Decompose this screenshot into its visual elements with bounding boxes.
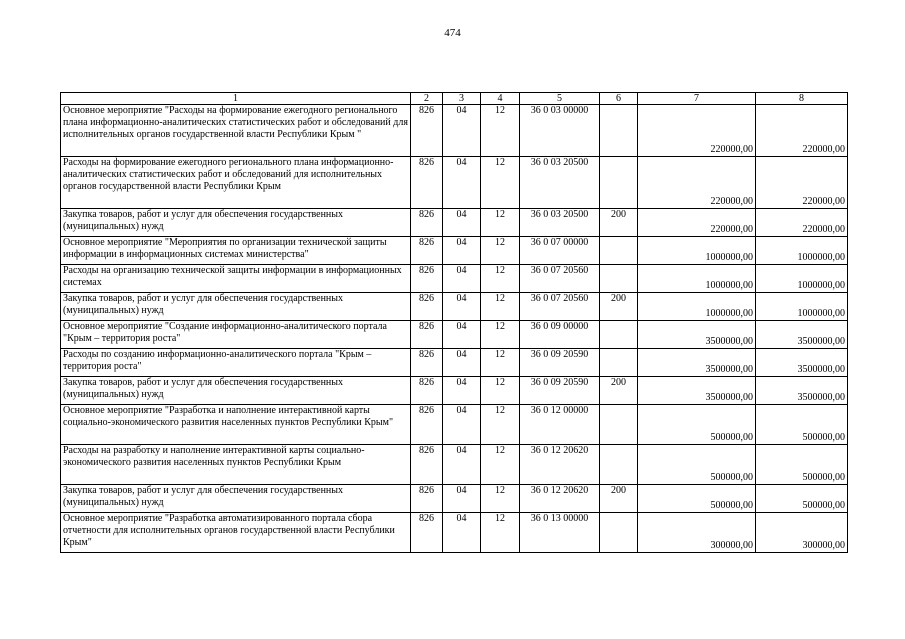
expense-type-cell: 200 — [600, 485, 638, 513]
amount-cell: 500000,00 — [756, 445, 848, 485]
amount-cell: 1000000,00 — [638, 293, 756, 321]
amount-cell: 300000,00 — [756, 513, 848, 553]
table-row — [61, 405, 848, 445]
subsection-code-cell: 12 — [481, 445, 520, 485]
section-code-cell: 04 — [443, 293, 481, 321]
table-row — [61, 321, 848, 349]
row-name-cell: Расходы на организацию технической защиты информации в информационных системах — [61, 265, 411, 293]
header-cell: 3 — [443, 93, 481, 105]
table-row — [61, 265, 848, 293]
amount-cell: 220000,00 — [756, 157, 848, 209]
expense-type-cell: 200 — [600, 209, 638, 237]
amount-cell: 3500000,00 — [756, 349, 848, 377]
section-code-cell: 04 — [443, 405, 481, 445]
amount-cell: 3500000,00 — [638, 349, 756, 377]
budget-table — [60, 92, 848, 553]
section-code-cell: 04 — [443, 209, 481, 237]
amount-cell: 220000,00 — [756, 105, 848, 157]
section-code-cell: 04 — [443, 265, 481, 293]
subsection-code-cell: 12 — [481, 209, 520, 237]
ministry-code-cell: 826 — [411, 321, 443, 349]
expense-type-cell — [600, 237, 638, 265]
table-row — [61, 349, 848, 377]
target-article-cell: 36 0 03 20500 — [520, 209, 600, 237]
subsection-code-cell: 12 — [481, 321, 520, 349]
subsection-code-cell: 12 — [481, 349, 520, 377]
target-article-cell: 36 0 12 00000 — [520, 405, 600, 445]
ministry-code-cell: 826 — [411, 405, 443, 445]
ministry-code-cell: 826 — [411, 445, 443, 485]
row-name-cell: Основное мероприятие "Создание информационно-аналитического портала "Крым – территория роста" — [61, 321, 411, 349]
amount-cell: 220000,00 — [638, 105, 756, 157]
expense-type-cell — [600, 513, 638, 553]
amount-cell: 220000,00 — [638, 209, 756, 237]
header-cell: 7 — [638, 93, 756, 105]
section-code-cell: 04 — [443, 105, 481, 157]
section-code-cell: 04 — [443, 349, 481, 377]
subsection-code-cell: 12 — [481, 293, 520, 321]
ministry-code-cell: 826 — [411, 349, 443, 377]
table-row — [61, 377, 848, 405]
amount-cell: 1000000,00 — [756, 293, 848, 321]
row-name-cell: Закупка товаров, работ и услуг для обеспечения государственных (муниципальных) нужд — [61, 209, 411, 237]
header-cell: 8 — [756, 93, 848, 105]
ministry-code-cell: 826 — [411, 293, 443, 321]
subsection-code-cell: 12 — [481, 405, 520, 445]
expense-type-cell: 200 — [600, 377, 638, 405]
ministry-code-cell: 826 — [411, 157, 443, 209]
row-name-cell: Закупка товаров, работ и услуг для обеспечения государственных (муниципальных) нужд — [61, 485, 411, 513]
table-row — [61, 293, 848, 321]
amount-cell: 1000000,00 — [756, 265, 848, 293]
target-article-cell: 36 0 12 20620 — [520, 445, 600, 485]
amount-cell: 500000,00 — [756, 405, 848, 445]
header-cell: 4 — [481, 93, 520, 105]
row-name-cell: Основное мероприятие "Разработка автоматизированного портала сбора отчетности для исполнительных органов государственной власти Республики Крым" — [61, 513, 411, 553]
target-article-cell: 36 0 03 00000 — [520, 105, 600, 157]
target-article-cell: 36 0 07 20560 — [520, 265, 600, 293]
target-article-cell: 36 0 09 20590 — [520, 349, 600, 377]
subsection-code-cell: 12 — [481, 105, 520, 157]
ministry-code-cell: 826 — [411, 485, 443, 513]
row-name-cell: Расходы по созданию информационно-аналитического портала "Крым – территория роста" — [61, 349, 411, 377]
section-code-cell: 04 — [443, 321, 481, 349]
header-cell: 2 — [411, 93, 443, 105]
expense-type-cell — [600, 265, 638, 293]
expense-type-cell — [600, 157, 638, 209]
amount-cell: 1000000,00 — [638, 265, 756, 293]
target-article-cell: 36 0 03 20500 — [520, 157, 600, 209]
amount-cell: 220000,00 — [756, 209, 848, 237]
amount-cell: 3500000,00 — [756, 377, 848, 405]
amount-cell: 500000,00 — [638, 445, 756, 485]
row-name-cell: Закупка товаров, работ и услуг для обеспечения государственных (муниципальных) нужд — [61, 377, 411, 405]
amount-cell: 500000,00 — [638, 485, 756, 513]
ministry-code-cell: 826 — [411, 209, 443, 237]
subsection-code-cell: 12 — [481, 265, 520, 293]
expense-type-cell — [600, 405, 638, 445]
header-cell: 1 — [61, 93, 411, 105]
row-name-cell: Расходы на разработку и наполнение интерактивной карты социально-экономического развития населенных пунктов Республики Крым — [61, 445, 411, 485]
target-article-cell: 36 0 09 20590 — [520, 377, 600, 405]
table-row — [61, 237, 848, 265]
ministry-code-cell: 826 — [411, 237, 443, 265]
expense-type-cell — [600, 349, 638, 377]
section-code-cell: 04 — [443, 157, 481, 209]
amount-cell: 3500000,00 — [638, 377, 756, 405]
amount-cell: 500000,00 — [756, 485, 848, 513]
header-cell: 5 — [520, 93, 600, 105]
row-name-cell: Основное мероприятие "Разработка и наполнение интерактивной карты социально-экономического развития населенных пунктов Республики Крым" — [61, 405, 411, 445]
row-name-cell: Основное мероприятие "Мероприятия по организации технической защиты информации в информационных системах министерства" — [61, 237, 411, 265]
section-code-cell: 04 — [443, 377, 481, 405]
subsection-code-cell: 12 — [481, 485, 520, 513]
target-article-cell: 36 0 07 20560 — [520, 293, 600, 321]
subsection-code-cell: 12 — [481, 157, 520, 209]
ministry-code-cell: 826 — [411, 265, 443, 293]
subsection-code-cell: 12 — [481, 513, 520, 553]
amount-cell: 220000,00 — [638, 157, 756, 209]
row-name-cell: Закупка товаров, работ и услуг для обеспечения государственных (муниципальных) нужд — [61, 293, 411, 321]
table-row — [61, 157, 848, 209]
amount-cell: 3500000,00 — [756, 321, 848, 349]
page-number: 474 — [444, 27, 461, 39]
section-code-cell: 04 — [443, 237, 481, 265]
expense-type-cell — [600, 105, 638, 157]
amount-cell: 500000,00 — [638, 405, 756, 445]
ministry-code-cell: 826 — [411, 105, 443, 157]
amount-cell: 3500000,00 — [638, 321, 756, 349]
expense-type-cell — [600, 321, 638, 349]
header-row — [61, 93, 848, 105]
ministry-code-cell: 826 — [411, 513, 443, 553]
subsection-code-cell: 12 — [481, 377, 520, 405]
table-row — [61, 445, 848, 485]
amount-cell: 300000,00 — [638, 513, 756, 553]
amount-cell: 1000000,00 — [638, 237, 756, 265]
row-name-cell: Основное мероприятие "Расходы на формирование ежегодного регионального плана информационно-аналитических статистических работ и обследований для исполнительных органов государственной власти Республики Крым " — [61, 105, 411, 157]
target-article-cell: 36 0 12 20620 — [520, 485, 600, 513]
ministry-code-cell: 826 — [411, 377, 443, 405]
row-name-cell: Расходы на формирование ежегодного регионального плана информационно-аналитических статистических работ и обследований для исполнительных органов государственной власти Республики Крым — [61, 157, 411, 209]
expense-type-cell — [600, 445, 638, 485]
section-code-cell: 04 — [443, 485, 481, 513]
target-article-cell: 36 0 13 00000 — [520, 513, 600, 553]
table-row — [61, 513, 848, 553]
amount-cell: 1000000,00 — [756, 237, 848, 265]
target-article-cell: 36 0 07 00000 — [520, 237, 600, 265]
table-row — [61, 209, 848, 237]
target-article-cell: 36 0 09 00000 — [520, 321, 600, 349]
table-row — [61, 485, 848, 513]
table-row — [61, 105, 848, 157]
section-code-cell: 04 — [443, 513, 481, 553]
expense-type-cell: 200 — [600, 293, 638, 321]
subsection-code-cell: 12 — [481, 237, 520, 265]
header-cell: 6 — [600, 93, 638, 105]
section-code-cell: 04 — [443, 445, 481, 485]
